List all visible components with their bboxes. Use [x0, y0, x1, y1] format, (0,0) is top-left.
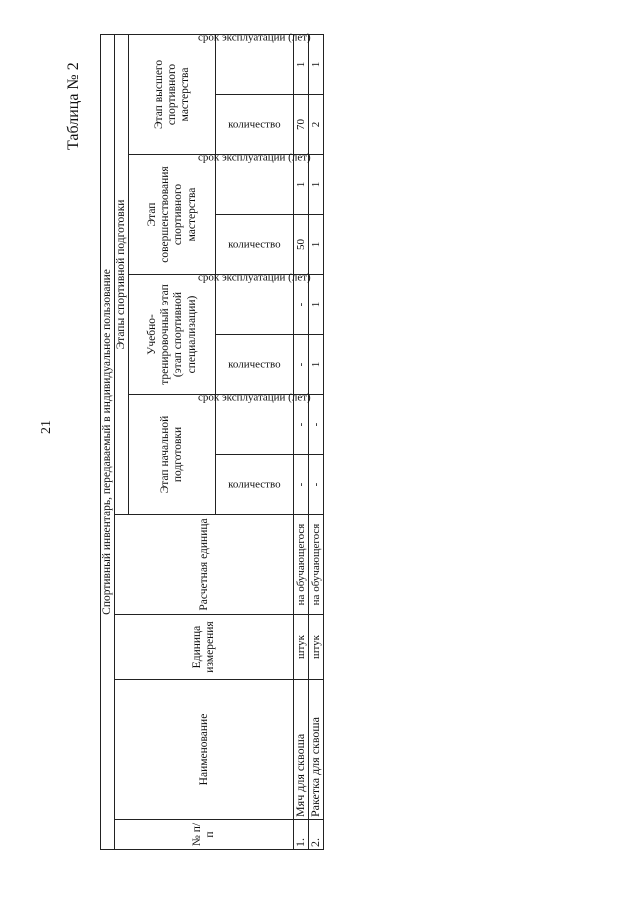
row-num: 2. — [309, 820, 324, 850]
header-term — [198, 151, 312, 215]
cell-improvement-term: 1 — [294, 155, 309, 215]
header-quantity-text: количество — [228, 118, 281, 131]
header-term — [198, 391, 312, 455]
header-quantity — [216, 215, 294, 275]
header-stage-highest: Этап высшего спортивного мастерства — [129, 34, 216, 154]
row-num: 1. — [294, 820, 309, 850]
table-caption: Спортивный инвентарь, передаваемый в индивидуальное пользование — [101, 34, 115, 849]
cell-initial-term: - — [294, 395, 309, 455]
header-quantity-text: количество — [228, 238, 281, 251]
row-name: Ракетка для сквоша — [309, 680, 324, 820]
cell-highest-quantity: 70 — [294, 95, 309, 155]
cell-highest-quantity: 2 — [309, 95, 324, 155]
cell-initial-quantity: - — [294, 455, 309, 515]
header-unit: Единица измерения — [115, 615, 294, 680]
header-quantity — [216, 455, 294, 515]
cell-training-term: 1 — [309, 275, 324, 335]
header-term-text: срок эксплуатации (лет) — [198, 391, 312, 404]
header-stage-initial: Этап начальной подготовки — [129, 395, 216, 515]
row-calc-unit: на обучающегося — [309, 515, 324, 615]
header-stage-improvement: Этап совершенствования спортивного мастерства — [129, 155, 216, 275]
header-quantity-text: количество — [228, 358, 281, 371]
table-label: Таблица № 2 — [65, 62, 82, 150]
header-term-text: срок эксплуатации (лет) — [198, 271, 312, 284]
header-num: № п/п — [115, 820, 294, 850]
header-term-text: срок эксплуатации (лет) — [198, 31, 312, 44]
header-term — [198, 31, 312, 94]
cell-initial-term: - — [309, 395, 324, 455]
cell-training-quantity: 1 — [309, 335, 324, 395]
cell-training-quantity: - — [294, 335, 309, 395]
header-name: Наименование — [115, 680, 294, 820]
rotated-table-wrapper — [100, 31, 323, 850]
cell-improvement-quantity: 50 — [294, 215, 309, 275]
cell-improvement-term: 1 — [309, 155, 324, 215]
cell-highest-term: 1 — [309, 34, 324, 94]
header-quantity — [216, 335, 294, 395]
header-quantity — [216, 95, 294, 155]
page-number: 21 — [39, 420, 54, 434]
header-calc-unit: Расчетная единица — [115, 515, 294, 615]
cell-initial-quantity: - — [309, 455, 324, 515]
row-unit: штук — [309, 615, 324, 680]
row-calc-unit: на обучающегося — [294, 515, 309, 615]
row-unit: штук — [294, 615, 309, 680]
row-name: Мяч для сквоша — [294, 680, 309, 820]
cell-training-term: - — [294, 275, 309, 335]
cell-improvement-quantity: 1 — [309, 215, 324, 275]
header-term — [198, 271, 312, 335]
header-stages-group: Этапы спортивной подготовки — [115, 34, 129, 514]
header-stage-training: Учебно-тренировочный этап (этап спортивной специализации) — [129, 275, 216, 395]
cell-highest-term: 1 — [294, 34, 309, 94]
header-quantity-text: количество — [228, 478, 281, 491]
equipment-table — [100, 31, 324, 850]
header-term-text: срок эксплуатации (лет) — [198, 151, 312, 164]
